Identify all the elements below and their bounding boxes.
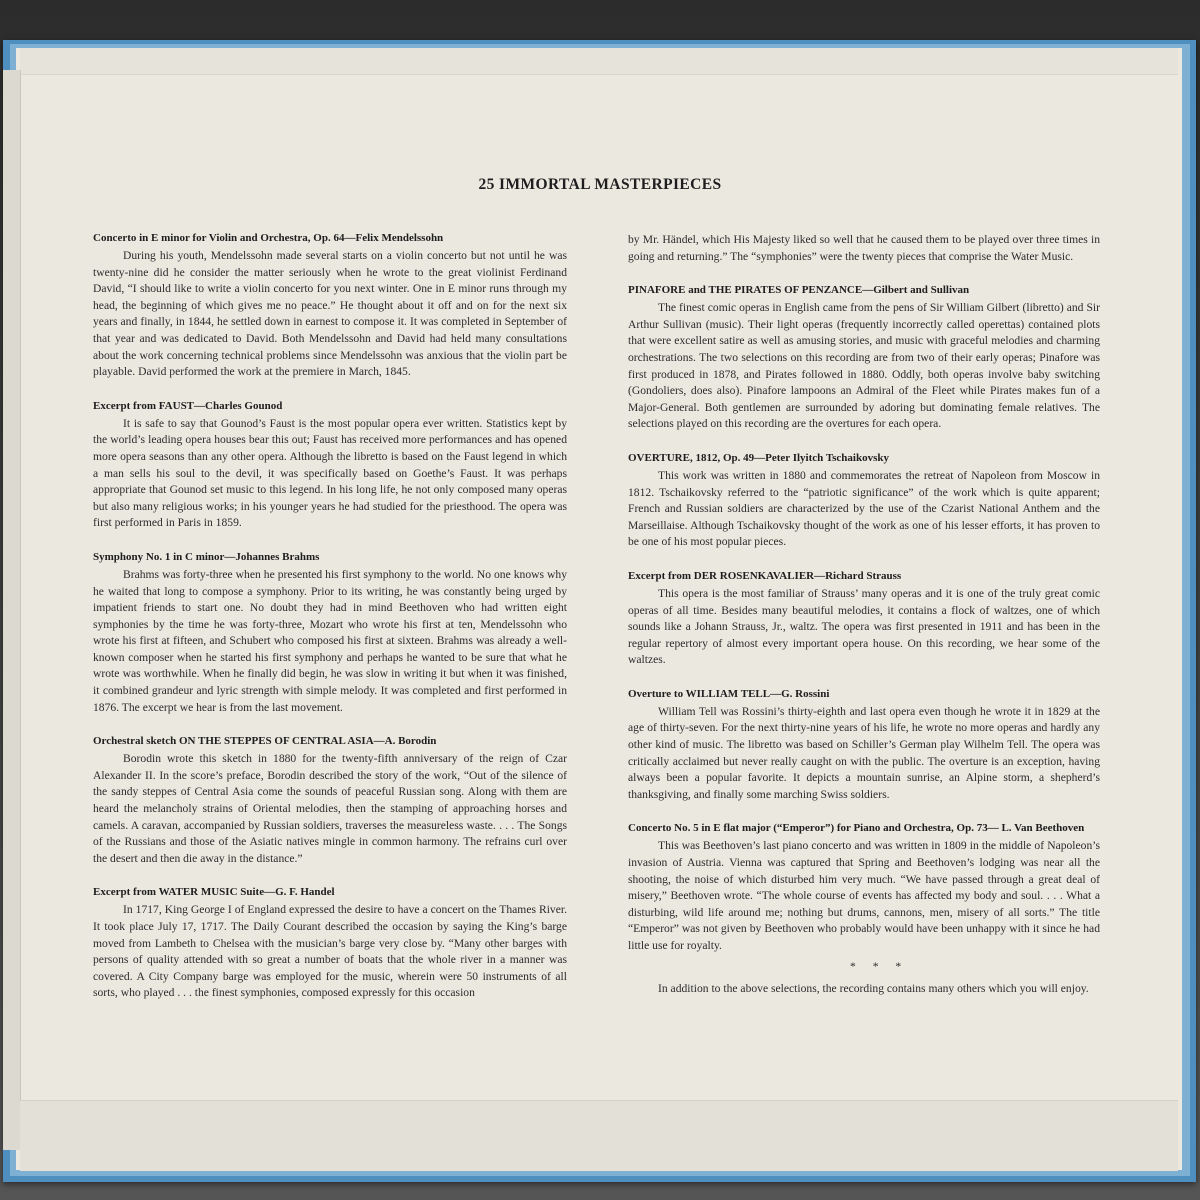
bottom-flap [20, 1100, 1178, 1171]
section-text: The finest comic operas in English came from the pens of Sir William Gilbert (libretto) and Sir Arthur Sullivan (music). Their light operas (frequently incorrectly called operettas) contained plots that were excellent satire as well as amusing stories, and music with graceful melodies and charming orchestrations. The two selections on this recording are from two of their early operas; Pinafore was first produced in 1878, and Pirates followed in 1880. Oddly, both operas involve baby switching (Gondoliers, does also). Pinafore lampoons an Admiral of the Fleet while Pirates makes fun of a Major-General. Both gentlemen are surrounded by adoring but dominating female relatives. The selections played on this recording are the overtures for each opera. [628, 301, 1100, 431]
section-gounod [93, 398, 567, 532]
section-text: This work was written in 1880 and commemorates the retreat of Napoleon from Moscow in 1812. Tschaikovsky referred to the “patriotic significance” of the work which is quite apparent; French and Russian soldiers are characterized by the use of the Czarist National Anthem and the Marseillaise. Although Tschaikovsky thought of the work as one of his lesser efforts, it has proven to be one of his most popular pieces. [628, 468, 1100, 549]
section-strauss [628, 568, 1100, 669]
section-text: It is safe to say that Gounod’s Faust is the most popular opera ever written. Statistics kept by the world’s leading opera houses bear this out; Faust has received more performances and has opened more opera seasons than any other opera. Although the libretto is based on the Faust legend in which a man sells his soul to the devil, it was specifically based on Goethe’s Faust. It was perhaps appropriate that Gounod set music to this legend. In his long life, he not only composed many operas but also many religious works; in his younger years he had studied for the priesthood. The opera was first performed in Paris in 1859. [93, 416, 567, 530]
section-text: This was Beethoven’s last piano concerto and was written in 1809 in the middle of Napoleon’s invasion of Austria. Vienna was captured that Spring and Beethoven’s lodging was near all the shooting, the noise of which disturbed him very much. “We have passed through a great deal of misery,” Beethoven wrote. “The whole course of events has affected my body and soul. . . . What a disturbing, wild life around me; nothing but drums, cannons, men, misery of all sorts.” The title “Emperor” was not given by Beethoven who probably would have been unhappy with it since he had little use for royalty. [628, 839, 1100, 952]
section-text: by Mr. Händel, which His Majesty liked so well that he caused them to be played over three times in going and returning.” The “symphonies” were the twenty pieces that comprise the Water Music. [628, 233, 1100, 263]
section-heading: Concerto in E minor for Violin and Orchestra, Op. 64—Felix Mendelssohn [93, 232, 444, 244]
section-text: Brahms was forty-three when he presented his first symphony to the world. No one knows why he waited that long to compose a symphony. Prior to its writing, he was constantly being urged by impatient friends to start one. No doubt they had in mind Beethoven who had written eight symphonies by the time he was forty-three, Mozart who wrote his first at ten, Mendelssohn who wrote his first at fifteen, and Schubert who composed his first at sixteen. Brahms was already a well-known composer when he started his first symphony and perhaps he wanted to be sure that what he wrote was worthwhile. When he finally did begin, he was slow in writing it but when it was finished, it combined grandeur and lyric strength with simple melody. It was completed and first performed in 1876. The excerpt we hear is from the last movement. [93, 567, 567, 714]
closing-text: In addition to the above selections, the recording contains many others which you will enjoy. [658, 981, 1089, 995]
section-heading: Excerpt from FAUST—Charles Gounod [93, 399, 283, 412]
section-text: William Tell was Rossini’s thirty-eighth and last opera even though he wrote it in 1829 at the age of thirty-seven. For the next thirty-nine years of his life, he wrote no more operas and hardly any other kind of music. The libretto was based on Schiller’s German play Wilhelm Tell. The opera was critically acclaimed but never really caught on with the public. The overture is an exception, having always been a popular favorite. It depicts a mountain sunrise, an Alpine storm, a shepherd’s thanksgiving, and finally some marching Swiss soldiers. [628, 704, 1100, 801]
section-borodin [93, 733, 567, 867]
section-text: In 1717, King George I of England expressed the desire to have a concert on the Thames River. It took place July 17, 1717. The Daily Courant described the occasion by saying the King’s barge moved from Lambeth to Chelsea with the musician’s barge very close by. “Many other barges with persons of quality attended with so great a number of boats that the whole river in a manner was covered. A City Company barge was employed for the music, wherein were 50 instruments of all sorts, who played . . . the finest symphonies, composed expressly for this occasion [93, 903, 567, 1000]
section-text: During his youth, Mendelssohn made several starts on a violin concerto but not until he was twenty-nine did he consider the matter seriously when he wrote to the great violinist Ferdinand David, “I should like to write a violin concerto for you next winter. One in E minor runs through my head, the beginning of which gives me no peace.” He thought about it off and on for the next six years and finally, in 1844, he settled down in earnest to compose it. It was completed in September of that year and was dedicated to David. Both Mendelssohn and David had held many consultations about the work concerning technical problems since Mendelssohn was anxious that the violin part be playable. David performed the work at the premiere in March, 1845. [93, 249, 567, 379]
section-heading: Excerpt from WATER MUSIC Suite—G. F. Handel [93, 886, 335, 899]
separator-asterisks: * * * [850, 959, 902, 973]
side-flap [3, 70, 21, 1150]
section-text: Borodin wrote this sketch in 1880 for the twenty-fifth anniversary of the reign of Czar Alexander II. In the score’s preface, Borodin described the story of the work, “Out of the silence of the sandy steppes of Central Asia come the sounds of peaceful Russian song. Along with them are heard the melancholy strains of Oriental melodies, then the stamping of approaching horses and camels. A caravan, accompanied by Russian soldiers, traverses the measureless waste. . . . The Songs of the Russians and those of the Asiatic natives mingle in common harmony. The refrains curl over the desert and then die away in the distance.” [93, 752, 567, 865]
section-heading: Overture to WILLIAM TELL—G. Rossini [628, 687, 830, 700]
section-mendelssohn [93, 230, 567, 381]
section-heading: PINAFORE and THE PIRATES OF PENZANCE—Gilbert and Sullivan [628, 284, 970, 297]
section-heading: Orchestral sketch ON THE STEPPES OF CENTRAL ASIA—A. Borodin [93, 735, 437, 748]
section-rossini [628, 686, 1100, 804]
section-heading: Excerpt from DER ROSENKAVALIER—Richard Strauss [628, 569, 902, 582]
section-tschaikovsky [628, 450, 1100, 551]
section-heading: Concerto No. 5 in E flat major (“Emperor”) for Piano and Orchestra, Op. 73— L. Van Beethoven [628, 822, 1085, 835]
top-flap [20, 48, 1178, 75]
section-heading: OVERTURE, 1812, Op. 49—Peter Ilyitch Tschaikovsky [628, 451, 889, 464]
left-column [93, 230, 567, 1019]
section-handel [93, 884, 567, 1002]
section-text: This opera is the most familiar of Strauss’ many operas and it is one of the truly great comic operas of all time. Besides many beautiful melodies, it contains a flock of waltzes, one of which sounds like a Johann Strauss, Jr., waltz. The opera was first presented in 1911 and has been in the regular repertory of almost every important opera house. On this recording, we hear some of the waltzes. [628, 586, 1100, 667]
section-heading: Symphony No. 1 in C minor—Johannes Brahms [93, 550, 320, 563]
section-handel-continued [628, 232, 1100, 265]
section-gilbert-sullivan [628, 282, 1100, 433]
right-column [628, 232, 1100, 997]
page-title: 25 IMMORTAL MASTERPIECES [478, 176, 722, 193]
section-brahms [93, 549, 567, 716]
section-beethoven [628, 820, 1100, 954]
